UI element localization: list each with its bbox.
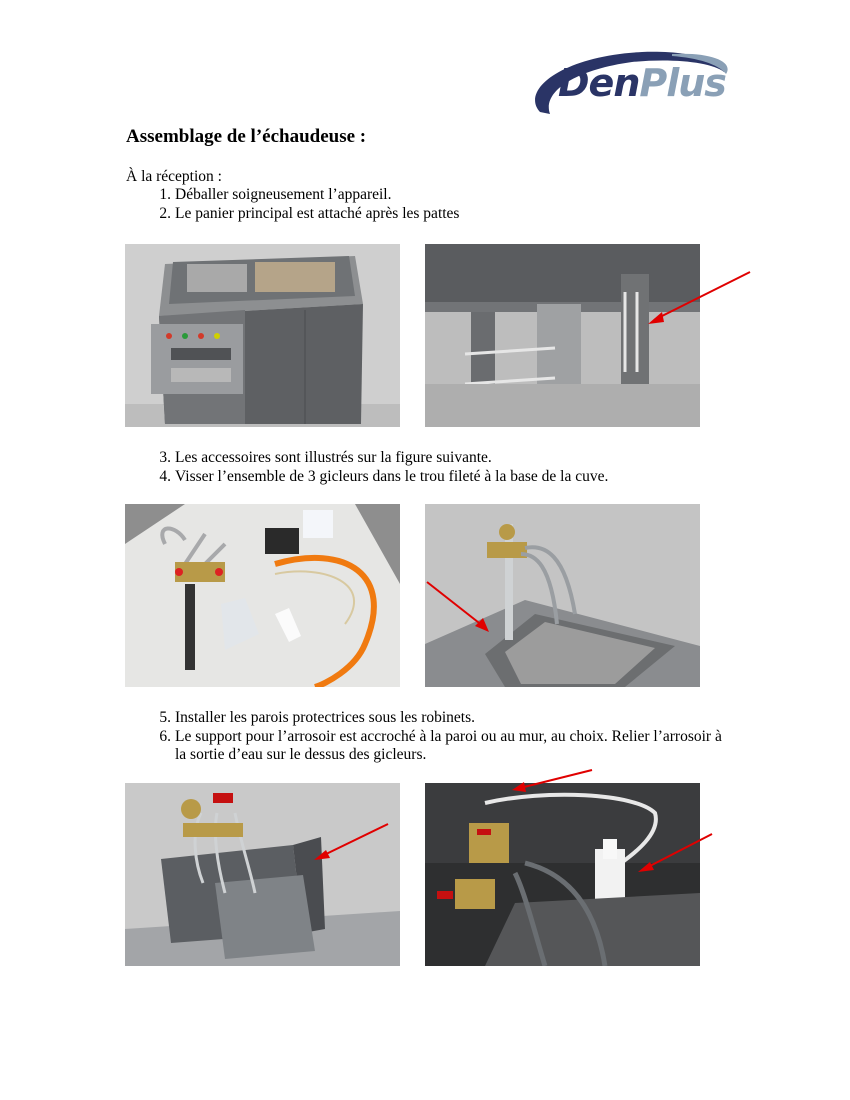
list-item: 1. Déballer soigneusement l’appareil. [159, 186, 392, 203]
arrow-pointer [425, 580, 495, 638]
list-item: 6. Le support pour l’arrosoir est accroché à la paroi ou au mur, au choix. Relier l’arrosoir à la sortie d’eau sur le dessus des gicleurs. [159, 727, 722, 763]
list-item: 5. Installer les parois protectrices sous les robinets. [159, 709, 476, 726]
photo-protective-walls [125, 783, 400, 966]
arrow-pointer [508, 766, 596, 796]
photo-scalder-machine [125, 244, 400, 427]
denplus-logo [522, 48, 732, 128]
logo-wordmark: DenPlus [558, 61, 726, 105]
intro-text: À la réception : [126, 168, 222, 185]
steps-list-1 [126, 186, 735, 223]
page-title: Assemblage de l’échaudeuse : [126, 126, 367, 147]
steps-list-2 [126, 449, 735, 486]
arrow-pointer [640, 268, 755, 328]
list-item: 4. Visser l’ensemble de 3 gicleurs dans le trou fileté à la base de la cuve. [159, 467, 609, 485]
list-item: 2. Le panier principal est attaché après les pattes [159, 204, 460, 222]
arrow-pointer [310, 822, 392, 862]
steps-list-3 [126, 709, 735, 765]
arrow-pointer [632, 832, 716, 876]
photo-accessories [125, 504, 400, 687]
list-item: 3. Les accessoires sont illustrés sur la figure suivante. [159, 449, 492, 466]
